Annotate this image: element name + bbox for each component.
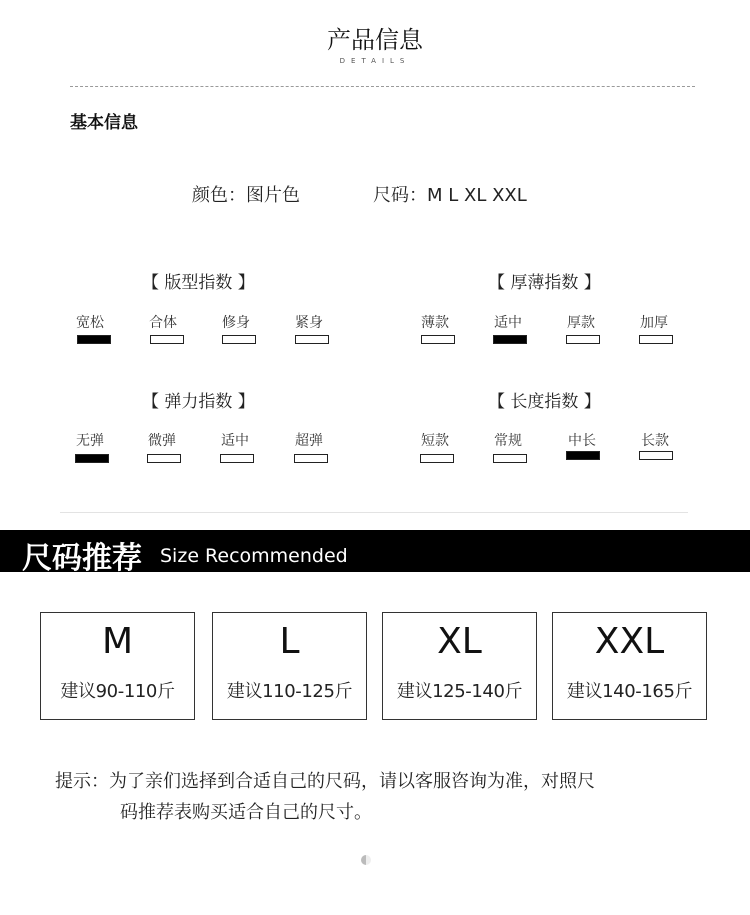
size-card xyxy=(552,612,707,720)
tip-text-line2: 码推荐表购买适合自己的尺寸。 xyxy=(120,802,372,823)
index-option: 超弹 xyxy=(295,433,323,449)
index-option: 适中 xyxy=(221,433,249,449)
index-option: 修身 xyxy=(222,315,250,331)
index-box xyxy=(295,335,329,344)
index-box xyxy=(421,335,455,344)
size-card-size: L xyxy=(279,621,300,662)
tip-text-line1: 提示：为了亲们选择到合适自己的尺码，请以客服咨询为准，对照尺 xyxy=(55,771,595,792)
index-option: 无弹 xyxy=(76,433,104,449)
index-option: 常规 xyxy=(494,433,522,449)
size-card xyxy=(212,612,367,720)
index-title-elasticity: 【 弹力指数 】 xyxy=(142,392,255,412)
index-box xyxy=(294,454,328,463)
index-option: 合体 xyxy=(149,315,177,331)
index-title-thickness: 【 厚薄指数 】 xyxy=(488,273,601,293)
size-card xyxy=(40,612,195,720)
index-option: 短款 xyxy=(421,433,449,449)
index-box xyxy=(420,454,454,463)
index-box-selected xyxy=(75,454,109,463)
index-box xyxy=(639,335,673,344)
index-option: 薄款 xyxy=(421,315,449,331)
size-card-recommendation: 建议140-165斤 xyxy=(566,681,693,702)
size-card-recommendation: 建议90-110斤 xyxy=(60,681,175,702)
index-box xyxy=(493,454,527,463)
index-option: 长款 xyxy=(641,433,669,449)
size-info: 尺码：M L XL XXL xyxy=(373,185,527,206)
index-title-length: 【 长度指数 】 xyxy=(488,392,601,412)
size-card-recommendation: 建议110-125斤 xyxy=(226,681,353,702)
index-option: 加厚 xyxy=(640,315,668,331)
page-title: 产品信息 xyxy=(327,26,423,54)
size-card-size: XXL xyxy=(594,621,665,662)
index-box xyxy=(639,451,673,460)
decorative-dot-icon xyxy=(361,855,371,865)
index-option: 中长 xyxy=(568,433,596,449)
dotted-divider xyxy=(70,86,695,87)
page-subtitle: DETAILS xyxy=(339,57,411,65)
size-banner xyxy=(0,530,750,576)
index-option: 微弹 xyxy=(148,433,176,449)
index-box xyxy=(566,335,600,344)
index-title-fit: 【 版型指数 】 xyxy=(142,273,255,293)
index-option: 紧身 xyxy=(295,315,323,331)
index-box xyxy=(147,454,181,463)
index-option: 厚款 xyxy=(567,315,595,331)
size-card xyxy=(382,612,537,720)
index-box-selected xyxy=(77,335,111,344)
section-divider xyxy=(60,512,688,513)
banner-title-en: Size Recommended xyxy=(160,545,348,567)
size-card-size: M xyxy=(101,621,134,662)
banner-title-cn: 尺码推荐 xyxy=(22,541,142,576)
index-option: 宽松 xyxy=(76,315,104,331)
color-info: 颜色：图片色 xyxy=(192,185,300,206)
size-card-size: XL xyxy=(437,621,482,662)
index-box xyxy=(150,335,184,344)
size-card-recommendation: 建议125-140斤 xyxy=(396,681,523,702)
basic-info-heading: 基本信息 xyxy=(70,113,138,133)
index-option: 适中 xyxy=(494,315,522,331)
index-box xyxy=(220,454,254,463)
index-box-selected xyxy=(493,335,527,344)
index-box xyxy=(222,335,256,344)
index-box-selected xyxy=(566,451,600,460)
